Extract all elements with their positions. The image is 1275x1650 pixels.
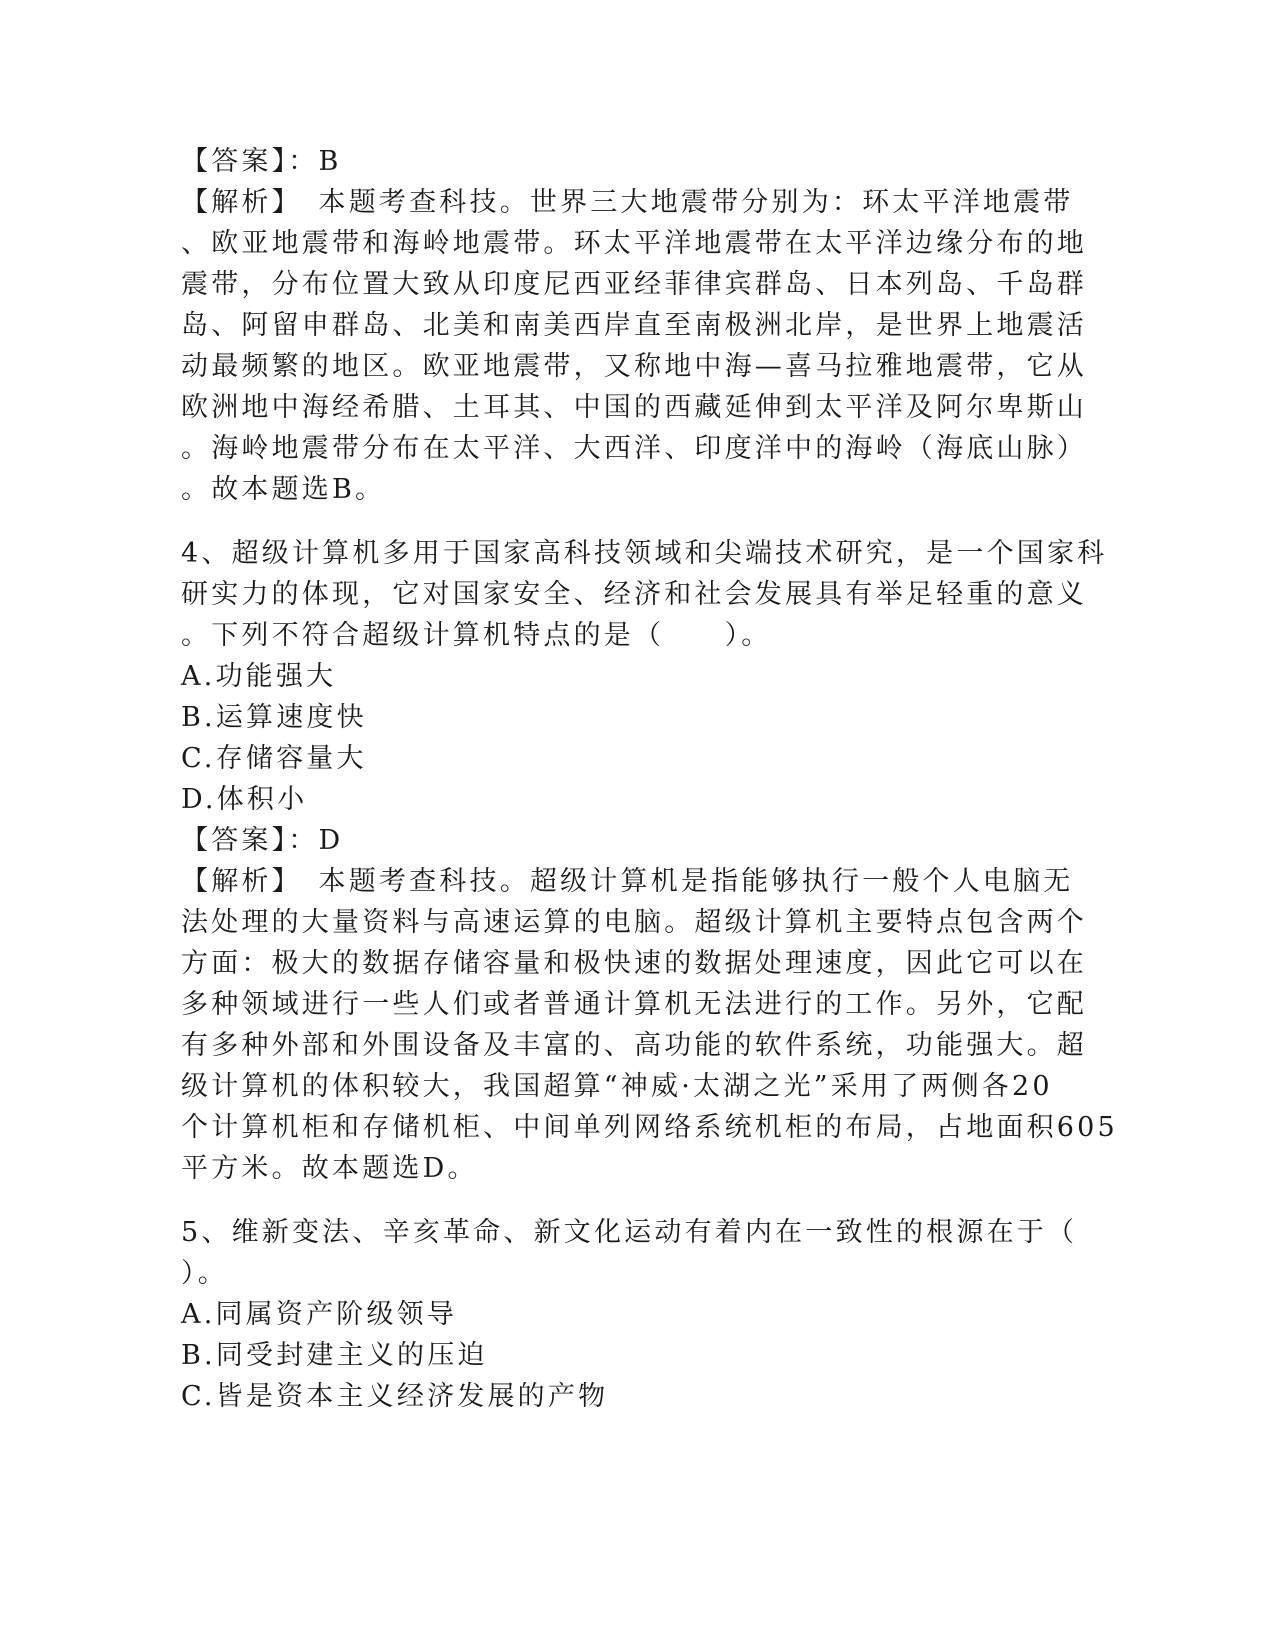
q3-analysis-line: 。海岭地震带分布在太平洋、大西洋、印度洋中的海岭（海底山脉） — [181, 433, 1087, 464]
q4-analysis-line: 多种领域进行一些人们或者普通计算机无法进行的工作。另外，它配 — [181, 989, 1087, 1020]
q4-stem-line: 4、超级计算机多用于国家高科技领域和尖端技术研究，是一个国家科 — [181, 538, 1108, 569]
q4-analysis-line: 平方米。故本题选D。 — [181, 1153, 478, 1184]
q5-option-b: B.同受封建主义的压迫 — [181, 1340, 488, 1371]
q3-analysis-line: 震带，分布位置大致从印度尼西亚经菲律宾群岛、日本列岛、千岛群 — [181, 269, 1087, 300]
q5-stem-line: ）。 — [181, 1258, 228, 1289]
q4-option-d: D.体积小 — [181, 784, 308, 815]
q3-analysis-line: 、欧亚地震带和海岭地震带。环太平洋地震带在太平洋边缘分布的地 — [181, 228, 1087, 259]
q4-analysis-line: 方面：极大的数据存储容量和极快速的数据处理速度，因此它可以在 — [181, 948, 1087, 979]
q5-option-a: A.同属资产阶级领导 — [181, 1299, 458, 1330]
q4-answer: 【答案】：D — [181, 825, 344, 856]
q3-analysis-line: 【解析】 本题考查科技。世界三大地震带分别为：环太平洋地震带 — [181, 187, 1074, 218]
q3-answer: 【答案】：B — [181, 146, 342, 177]
q3-analysis-line: 岛、阿留申群岛、北美和南美西岸直至南极洲北岸，是世界上地震活 — [181, 310, 1087, 341]
q4-stem-line: 。下列不符合超级计算机特点的是（ ）。 — [181, 620, 772, 651]
q4-option-c: C.存储容量大 — [181, 743, 367, 774]
q4-analysis-line: 有多种外部和外围设备及丰富的、高功能的软件系统，功能强大。超 — [181, 1030, 1087, 1061]
q4-option-b: B.运算速度快 — [181, 702, 367, 733]
q5-stem-line: 5、维新变法、辛亥革命、新文化运动有着内在一致性的根源在于（ — [181, 1217, 1078, 1248]
q4-analysis-line: 【解析】 本题考查科技。超级计算机是指能够执行一般个人电脑无 — [181, 866, 1074, 897]
q3-analysis-line: 。故本题选B。 — [181, 474, 386, 505]
q4-analysis-line: 法处理的大量资料与高速运算的电脑。超级计算机主要特点包含两个 — [181, 907, 1087, 938]
q5-option-c: C.皆是资本主义经济发展的产物 — [181, 1381, 609, 1412]
q4-analysis-line: 级计算机的体积较大，我国超算“神威·太湖之光”采用了两侧各20 — [181, 1071, 1053, 1102]
q4-option-a: A.功能强大 — [181, 661, 337, 692]
q3-analysis-line: 欧洲地中海经希腊、土耳其、中国的西藏延伸到太平洋及阿尔卑斯山 — [181, 392, 1087, 423]
q4-analysis-line: 个计算机柜和存储机柜、中间单列网络系统机柜的布局，占地面积605 — [181, 1112, 1118, 1143]
q4-stem-line: 研实力的体现，它对国家安全、经济和社会发展具有举足轻重的意义 — [181, 579, 1087, 610]
q3-analysis-line: 动最频繁的地区。欧亚地震带，又称地中海—喜马拉雅地震带，它从 — [181, 351, 1087, 382]
